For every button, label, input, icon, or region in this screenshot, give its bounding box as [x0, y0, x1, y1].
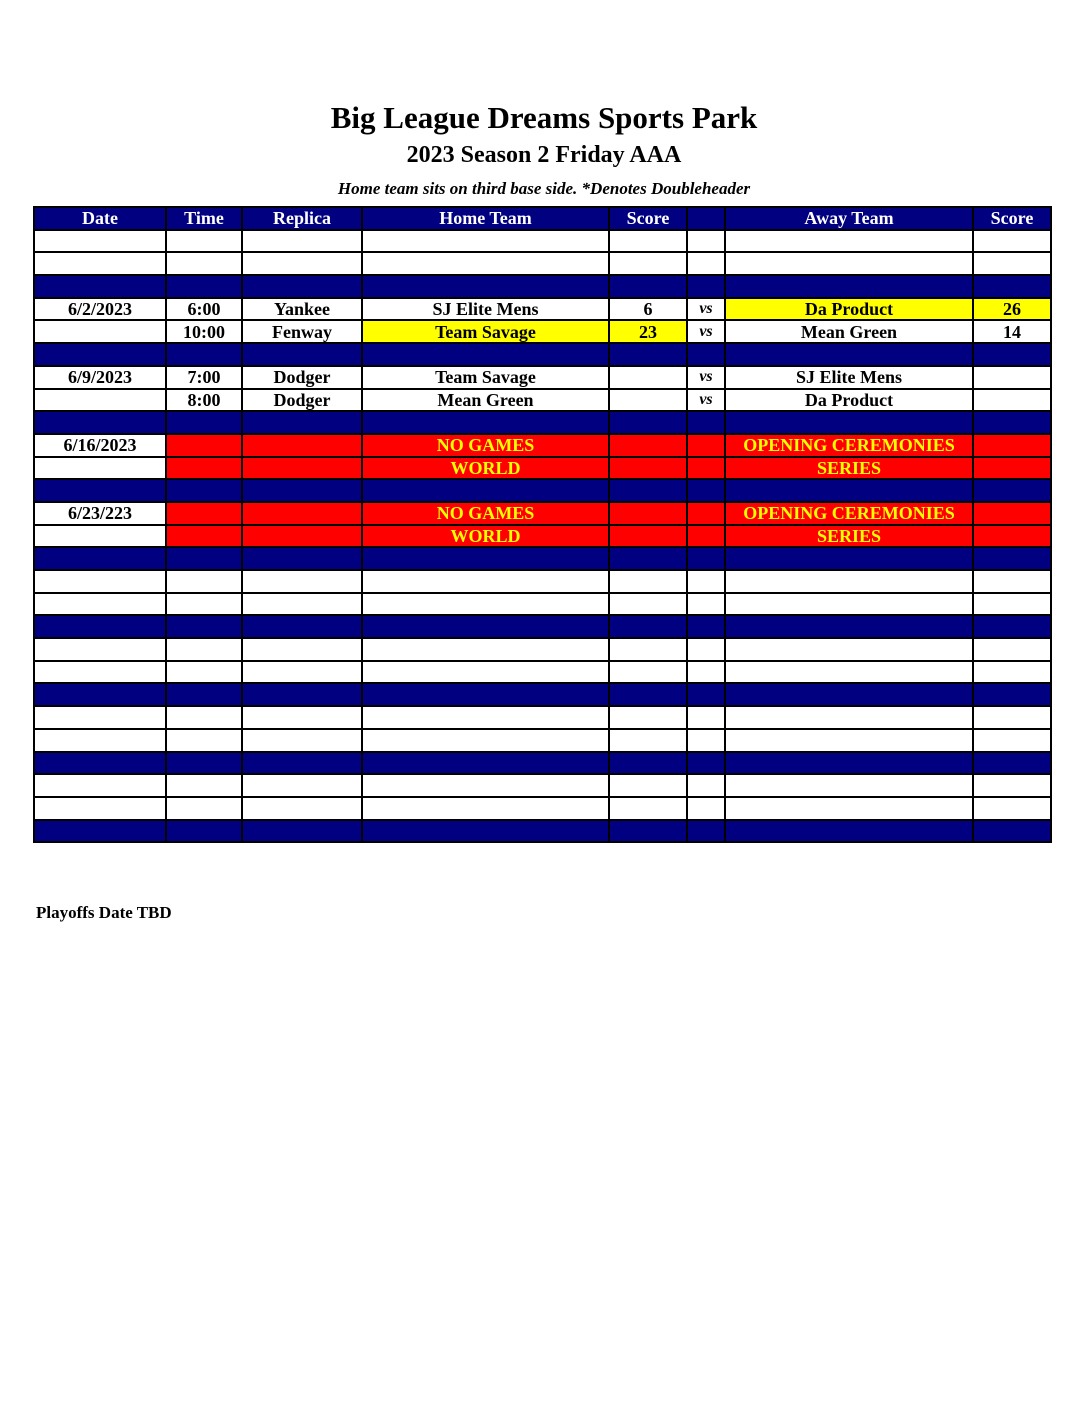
- cell-time: [166, 547, 242, 570]
- table-row: [34, 502, 1051, 525]
- separator-row: [34, 411, 1051, 434]
- table-row: [34, 366, 1051, 389]
- cell-date: [34, 479, 166, 502]
- schedule-note: Home team sits on third base side. *Denotes Doubleheader: [337, 179, 751, 198]
- cell-away-score: [973, 479, 1051, 502]
- cell-away-score: [973, 661, 1051, 684]
- cell-date: [34, 343, 166, 366]
- cell-home-score: [609, 752, 687, 775]
- cell-home-team: [362, 615, 609, 638]
- cell-time: [166, 661, 242, 684]
- cell-away-team: OPENING CEREMONIES: [725, 502, 973, 525]
- cell-home-score: [609, 706, 687, 729]
- cell-away-team: [725, 275, 973, 298]
- cell-away-score: [973, 774, 1051, 797]
- cell-time: [166, 774, 242, 797]
- cell-vs: [687, 638, 725, 661]
- column-header-away-score: Score: [973, 207, 1051, 230]
- cell-home-team: [362, 729, 609, 752]
- cell-date: [34, 320, 166, 343]
- cell-away-score: [973, 547, 1051, 570]
- cell-replica: Fenway: [242, 320, 362, 343]
- cell-vs: [687, 479, 725, 502]
- table-row: [34, 774, 1051, 797]
- cell-time: 8:00: [166, 389, 242, 412]
- cell-replica: [242, 774, 362, 797]
- cell-away-score: [973, 729, 1051, 752]
- cell-home-score: [609, 615, 687, 638]
- cell-date: [34, 683, 166, 706]
- cell-home-score: [609, 275, 687, 298]
- schedule-table: [33, 206, 1052, 843]
- cell-away-team: OPENING CEREMONIES: [725, 434, 973, 457]
- cell-home-team: NO GAMES: [362, 434, 609, 457]
- cell-date: [34, 525, 166, 548]
- cell-home-team: [362, 820, 609, 843]
- cell-home-team: [362, 752, 609, 775]
- table-row: [34, 457, 1051, 480]
- separator-row: [34, 615, 1051, 638]
- cell-away-score: [973, 570, 1051, 593]
- cell-away-team: [725, 343, 973, 366]
- cell-away-team: [725, 774, 973, 797]
- cell-home-score: 23: [609, 320, 687, 343]
- cell-away-score: [973, 593, 1051, 616]
- cell-vs: [687, 434, 725, 457]
- cell-away-score: [973, 230, 1051, 253]
- table-row: [34, 661, 1051, 684]
- cell-replica: [242, 479, 362, 502]
- cell-time: [166, 593, 242, 616]
- cell-home-team: [362, 797, 609, 820]
- cell-home-score: [609, 683, 687, 706]
- table-row: [34, 593, 1051, 616]
- column-header-date: Date: [34, 207, 166, 230]
- cell-away-team: [725, 683, 973, 706]
- cell-replica: [242, 752, 362, 775]
- separator-row: [34, 275, 1051, 298]
- cell-replica: [242, 230, 362, 253]
- cell-replica: [242, 615, 362, 638]
- cell-vs: [687, 729, 725, 752]
- cell-time: [166, 752, 242, 775]
- cell-vs: [687, 683, 725, 706]
- cell-time: [166, 706, 242, 729]
- cell-date: [34, 752, 166, 775]
- cell-date: [34, 389, 166, 412]
- cell-time: [166, 275, 242, 298]
- cell-away-score: [973, 706, 1051, 729]
- cell-time: [166, 797, 242, 820]
- cell-away-score: 14: [973, 320, 1051, 343]
- cell-away-team: Da Product: [725, 389, 973, 412]
- cell-away-team: [725, 661, 973, 684]
- cell-vs: vs: [687, 389, 725, 412]
- cell-vs: [687, 797, 725, 820]
- cell-home-team: [362, 252, 609, 275]
- column-header-vs: [687, 207, 725, 230]
- cell-away-score: [973, 411, 1051, 434]
- cell-date: [34, 706, 166, 729]
- cell-date: [34, 547, 166, 570]
- cell-away-team: [725, 593, 973, 616]
- table-header: [34, 207, 1051, 230]
- cell-vs: [687, 343, 725, 366]
- cell-away-team: Mean Green: [725, 320, 973, 343]
- cell-away-score: [973, 457, 1051, 480]
- cell-date: [34, 638, 166, 661]
- cell-home-score: [609, 389, 687, 412]
- cell-date: 6/2/2023: [34, 298, 166, 321]
- cell-away-team: [725, 252, 973, 275]
- cell-away-team: [725, 729, 973, 752]
- column-header-away-team: Away Team: [725, 207, 973, 230]
- cell-home-team: [362, 343, 609, 366]
- cell-home-score: 6: [609, 298, 687, 321]
- cell-replica: [242, 683, 362, 706]
- cell-away-team: Da Product: [725, 298, 973, 321]
- cell-away-score: [973, 752, 1051, 775]
- cell-vs: [687, 230, 725, 253]
- cell-vs: vs: [687, 320, 725, 343]
- cell-vs: [687, 525, 725, 548]
- cell-date: [34, 252, 166, 275]
- cell-away-team: [725, 752, 973, 775]
- cell-home-team: [362, 275, 609, 298]
- cell-date: [34, 729, 166, 752]
- cell-home-score: [609, 638, 687, 661]
- cell-home-team: WORLD: [362, 525, 609, 548]
- cell-replica: [242, 502, 362, 525]
- cell-away-team: [725, 479, 973, 502]
- cell-home-team: [362, 570, 609, 593]
- cell-replica: [242, 706, 362, 729]
- cell-home-team: [362, 547, 609, 570]
- cell-away-score: [973, 525, 1051, 548]
- cell-away-team: [725, 570, 973, 593]
- column-header-time: Time: [166, 207, 242, 230]
- cell-away-team: SERIES: [725, 457, 973, 480]
- cell-time: [166, 434, 242, 457]
- cell-home-team: Team Savage: [362, 366, 609, 389]
- cell-home-score: [609, 502, 687, 525]
- cell-date: [34, 797, 166, 820]
- cell-away-score: [973, 366, 1051, 389]
- cell-replica: [242, 661, 362, 684]
- separator-row: [34, 479, 1051, 502]
- cell-home-team: [362, 479, 609, 502]
- cell-time: [166, 683, 242, 706]
- table-row: [34, 525, 1051, 548]
- cell-away-score: [973, 638, 1051, 661]
- cell-home-score: [609, 457, 687, 480]
- cell-home-score: [609, 525, 687, 548]
- cell-home-team: SJ Elite Mens: [362, 298, 609, 321]
- cell-away-score: [973, 820, 1051, 843]
- cell-home-score: [609, 593, 687, 616]
- cell-replica: [242, 457, 362, 480]
- separator-row: [34, 752, 1051, 775]
- table-row: [34, 389, 1051, 412]
- table-row: [34, 638, 1051, 661]
- cell-vs: [687, 752, 725, 775]
- cell-date: [34, 661, 166, 684]
- cell-time: [166, 615, 242, 638]
- cell-time: 7:00: [166, 366, 242, 389]
- cell-away-score: [973, 615, 1051, 638]
- cell-away-score: [973, 683, 1051, 706]
- cell-away-team: [725, 820, 973, 843]
- cell-home-team: Team Savage: [362, 320, 609, 343]
- footer-note: Playoffs Date TBD: [36, 903, 172, 922]
- cell-replica: Dodger: [242, 389, 362, 412]
- cell-home-score: [609, 570, 687, 593]
- cell-home-team: NO GAMES: [362, 502, 609, 525]
- cell-date: [34, 457, 166, 480]
- cell-time: [166, 570, 242, 593]
- table-row: [34, 230, 1051, 253]
- cell-date: 6/16/2023: [34, 434, 166, 457]
- cell-away-team: [725, 230, 973, 253]
- cell-time: [166, 638, 242, 661]
- cell-date: [34, 570, 166, 593]
- cell-date: [34, 820, 166, 843]
- cell-replica: Dodger: [242, 366, 362, 389]
- cell-date: 6/23/223: [34, 502, 166, 525]
- cell-date: [34, 774, 166, 797]
- cell-replica: [242, 411, 362, 434]
- table-row: [34, 434, 1051, 457]
- cell-time: [166, 252, 242, 275]
- cell-time: [166, 479, 242, 502]
- cell-away-score: 26: [973, 298, 1051, 321]
- column-header-home-team: Home Team: [362, 207, 609, 230]
- cell-vs: [687, 661, 725, 684]
- cell-home-score: [609, 661, 687, 684]
- cell-home-team: [362, 638, 609, 661]
- cell-home-team: [362, 683, 609, 706]
- cell-home-score: [609, 252, 687, 275]
- cell-date: 6/9/2023: [34, 366, 166, 389]
- table-row: [34, 320, 1051, 343]
- cell-vs: [687, 252, 725, 275]
- cell-home-team: [362, 230, 609, 253]
- page-subtitle: 2023 Season 2 Friday AAA: [406, 142, 682, 168]
- cell-vs: [687, 457, 725, 480]
- cell-replica: [242, 343, 362, 366]
- separator-row: [34, 547, 1051, 570]
- cell-away-team: [725, 411, 973, 434]
- cell-replica: [242, 570, 362, 593]
- cell-time: [166, 729, 242, 752]
- cell-away-team: [725, 706, 973, 729]
- cell-replica: [242, 525, 362, 548]
- cell-home-score: [609, 797, 687, 820]
- cell-home-team: WORLD: [362, 457, 609, 480]
- cell-time: [166, 820, 242, 843]
- cell-time: [166, 502, 242, 525]
- cell-away-team: SERIES: [725, 525, 973, 548]
- cell-home-score: [609, 547, 687, 570]
- cell-date: [34, 615, 166, 638]
- cell-away-team: SJ Elite Mens: [725, 366, 973, 389]
- cell-replica: [242, 729, 362, 752]
- cell-home-score: [609, 729, 687, 752]
- cell-date: [34, 230, 166, 253]
- cell-replica: Yankee: [242, 298, 362, 321]
- table-row: [34, 298, 1051, 321]
- cell-home-score: [609, 820, 687, 843]
- cell-date: [34, 275, 166, 298]
- cell-home-team: [362, 706, 609, 729]
- cell-vs: [687, 547, 725, 570]
- cell-time: 10:00: [166, 320, 242, 343]
- cell-replica: [242, 275, 362, 298]
- cell-replica: [242, 547, 362, 570]
- cell-replica: [242, 252, 362, 275]
- cell-vs: [687, 820, 725, 843]
- cell-away-score: [973, 797, 1051, 820]
- table-row: [34, 570, 1051, 593]
- column-header-replica: Replica: [242, 207, 362, 230]
- cell-away-score: [973, 389, 1051, 412]
- page-title: Big League Dreams Sports Park: [330, 100, 758, 135]
- cell-vs: [687, 275, 725, 298]
- cell-time: [166, 230, 242, 253]
- cell-time: 6:00: [166, 298, 242, 321]
- table-row: [34, 252, 1051, 275]
- cell-home-team: [362, 593, 609, 616]
- cell-away-team: [725, 797, 973, 820]
- cell-time: [166, 457, 242, 480]
- separator-row: [34, 820, 1051, 843]
- cell-away-score: [973, 343, 1051, 366]
- table-row: [34, 797, 1051, 820]
- cell-vs: [687, 411, 725, 434]
- column-header-home-score: Score: [609, 207, 687, 230]
- cell-date: [34, 411, 166, 434]
- cell-replica: [242, 638, 362, 661]
- cell-away-team: [725, 638, 973, 661]
- cell-home-score: [609, 434, 687, 457]
- table-row: [34, 706, 1051, 729]
- cell-vs: [687, 502, 725, 525]
- cell-away-score: [973, 252, 1051, 275]
- cell-home-team: Mean Green: [362, 389, 609, 412]
- cell-vs: [687, 593, 725, 616]
- cell-away-score: [973, 434, 1051, 457]
- separator-row: [34, 683, 1051, 706]
- cell-time: [166, 411, 242, 434]
- cell-vs: [687, 570, 725, 593]
- cell-vs: [687, 706, 725, 729]
- cell-date: [34, 593, 166, 616]
- cell-away-team: [725, 615, 973, 638]
- cell-away-score: [973, 502, 1051, 525]
- cell-home-score: [609, 774, 687, 797]
- table-row: [34, 729, 1051, 752]
- cell-home-team: [362, 774, 609, 797]
- cell-vs: [687, 615, 725, 638]
- cell-home-score: [609, 230, 687, 253]
- cell-home-score: [609, 343, 687, 366]
- cell-vs: [687, 774, 725, 797]
- cell-home-score: [609, 479, 687, 502]
- cell-home-score: [609, 366, 687, 389]
- cell-away-team: [725, 547, 973, 570]
- cell-home-score: [609, 411, 687, 434]
- cell-replica: [242, 820, 362, 843]
- cell-replica: [242, 593, 362, 616]
- cell-home-team: [362, 661, 609, 684]
- cell-time: [166, 343, 242, 366]
- cell-home-team: [362, 411, 609, 434]
- cell-replica: [242, 434, 362, 457]
- cell-away-score: [973, 275, 1051, 298]
- separator-row: [34, 343, 1051, 366]
- cell-vs: vs: [687, 366, 725, 389]
- cell-time: [166, 525, 242, 548]
- cell-vs: vs: [687, 298, 725, 321]
- cell-replica: [242, 797, 362, 820]
